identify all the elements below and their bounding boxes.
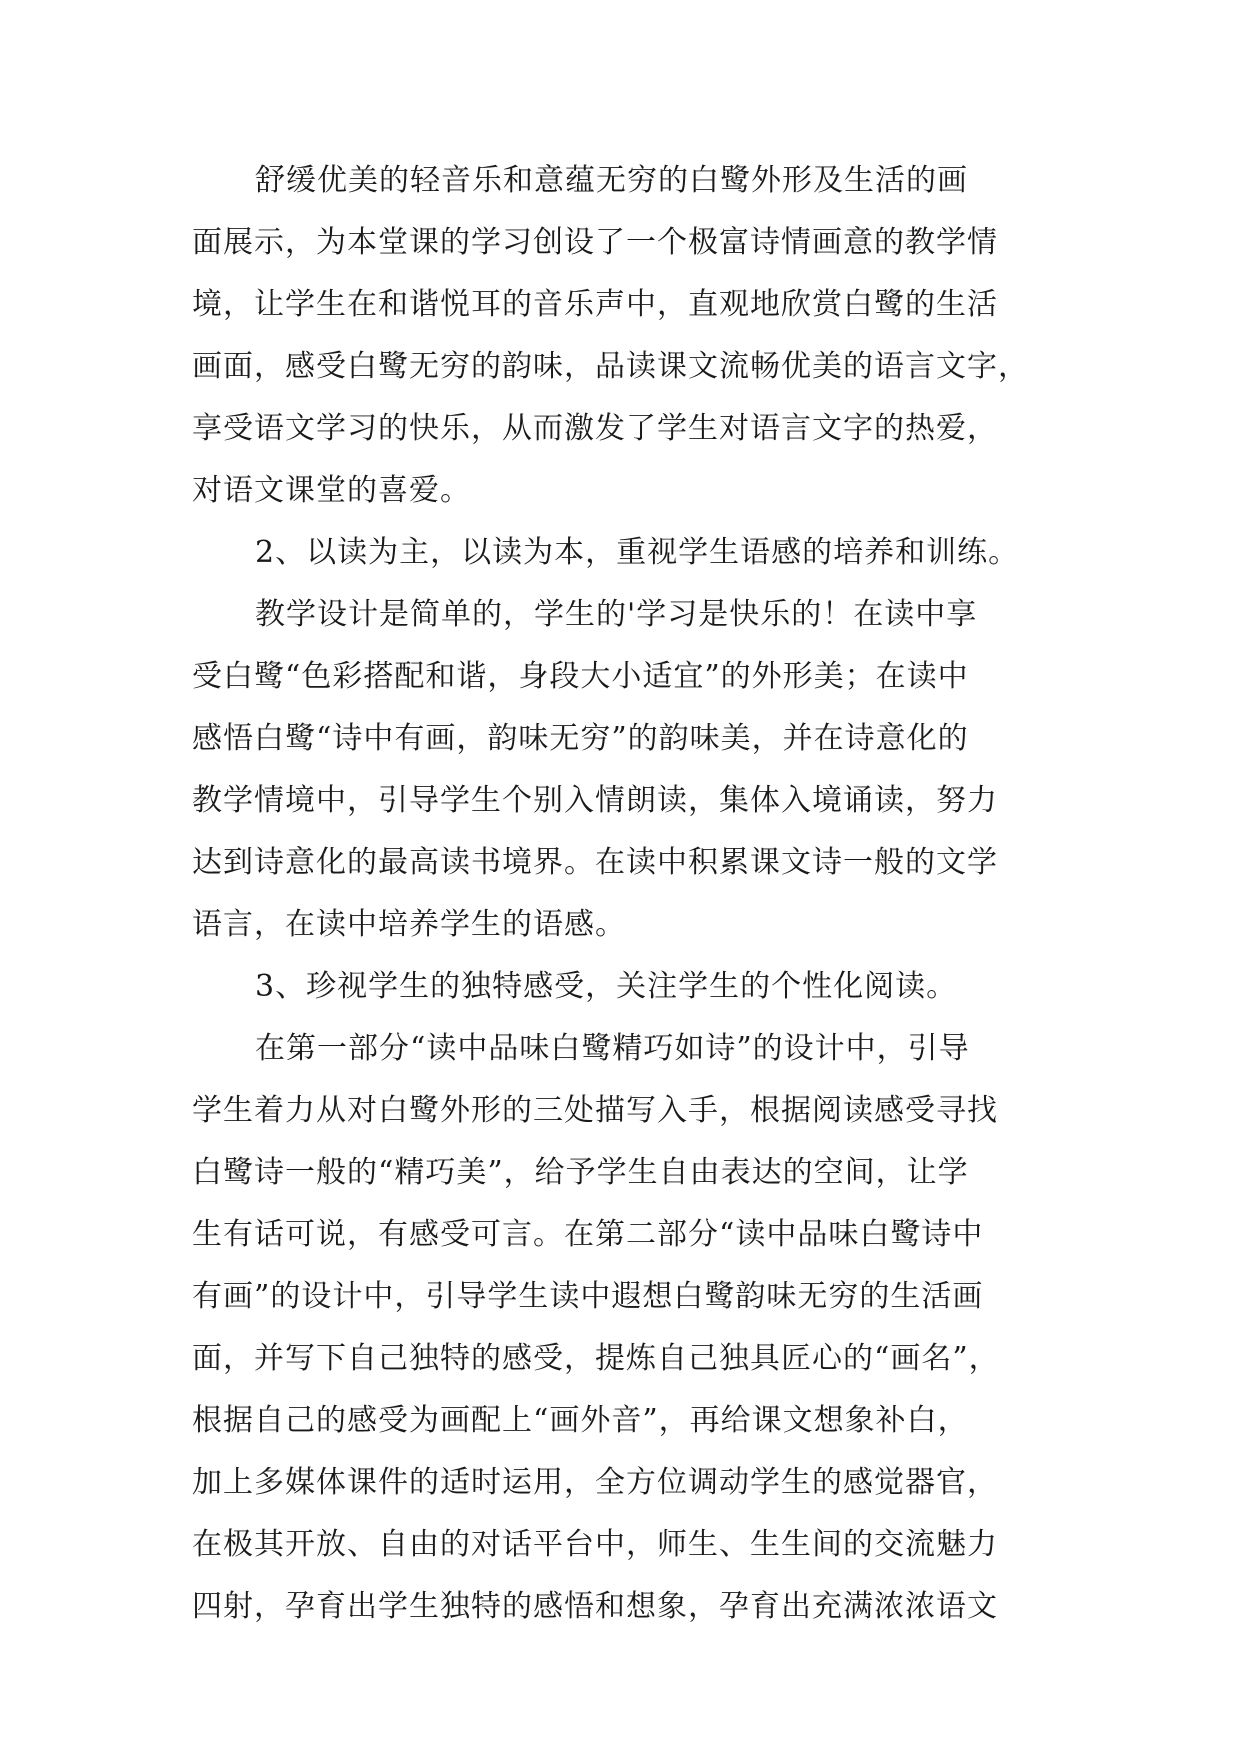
text-line: 境，让学生在和谐悦耳的音乐声中，直观地欣赏白鹭的生活: [192, 287, 998, 322]
text-line: 面展示，为本堂课的学习创设了一个极富诗情画意的教学情: [192, 225, 998, 260]
text-line: 有画”的设计中，引导学生读中遐想白鹭韵味无穷的生活画: [192, 1279, 984, 1314]
text-line: 达到诗意化的最高读书境界。在读中积累课文诗一般的文学: [192, 845, 998, 880]
text-line: 根据自己的感受为画配上“画外音”，再给课文想象补白，: [192, 1403, 969, 1438]
text-line: 画面，感受白鹭无穷的韵味，品读课文流畅优美的语言文字，: [192, 349, 1029, 384]
text-line: 教学设计是简单的，学生的'学习是快乐的！在读中享: [255, 597, 978, 632]
text-line: 享受语文学习的快乐，从而激发了学生对语言文字的热爱，: [192, 411, 998, 446]
text-line: 在极其开放、自由的对话平台中，师生、生生间的交流魅力: [192, 1527, 998, 1562]
text-line: 生有话可说，有感受可言。在第二部分“读中品味白鹭诗中: [192, 1217, 984, 1252]
text-line: 语言，在读中培养学生的语感。: [192, 907, 626, 942]
text-line: 受白鹭“色彩搭配和谐，身段大小适宜”的外形美；在读中: [192, 659, 969, 694]
section-heading: 2、以读为主，以读为本，重视学生语感的培养和训练。: [255, 535, 1020, 570]
text-line: 教学情境中，引导学生个别入情朗读，集体入境诵读，努力: [192, 783, 998, 818]
document-body: [192, 150, 1072, 1638]
text-line: 面，并写下自己独特的感受，提炼自己独具匠心的“画名”，: [192, 1341, 1000, 1376]
text-line: 学生着力从对白鹭外形的三处描写入手，根据阅读感受寻找: [192, 1093, 998, 1128]
text-line: 白鹭诗一般的“精巧美”，给予学生自由表达的空间，让学: [192, 1155, 969, 1190]
text-line: 感悟白鹭“诗中有画，韵味无穷”的韵味美，并在诗意化的: [192, 721, 969, 756]
text-line: 在第一部分“读中品味白鹭精巧如诗”的设计中，引导: [255, 1031, 970, 1066]
text-line: 加上多媒体课件的适时运用，全方位调动学生的感觉器官，: [192, 1465, 998, 1500]
text-line: 四射，孕育出学生独特的感悟和想象，孕育出充满浓浓语文: [192, 1589, 998, 1624]
section-heading: 3、珍视学生的独特感受，关注学生的个性化阅读。: [255, 969, 958, 1004]
text-line: 对语文课堂的喜爱。: [192, 473, 471, 508]
text-line: 舒缓优美的轻音乐和意蕴无穷的白鹭外形及生活的画: [255, 163, 968, 198]
